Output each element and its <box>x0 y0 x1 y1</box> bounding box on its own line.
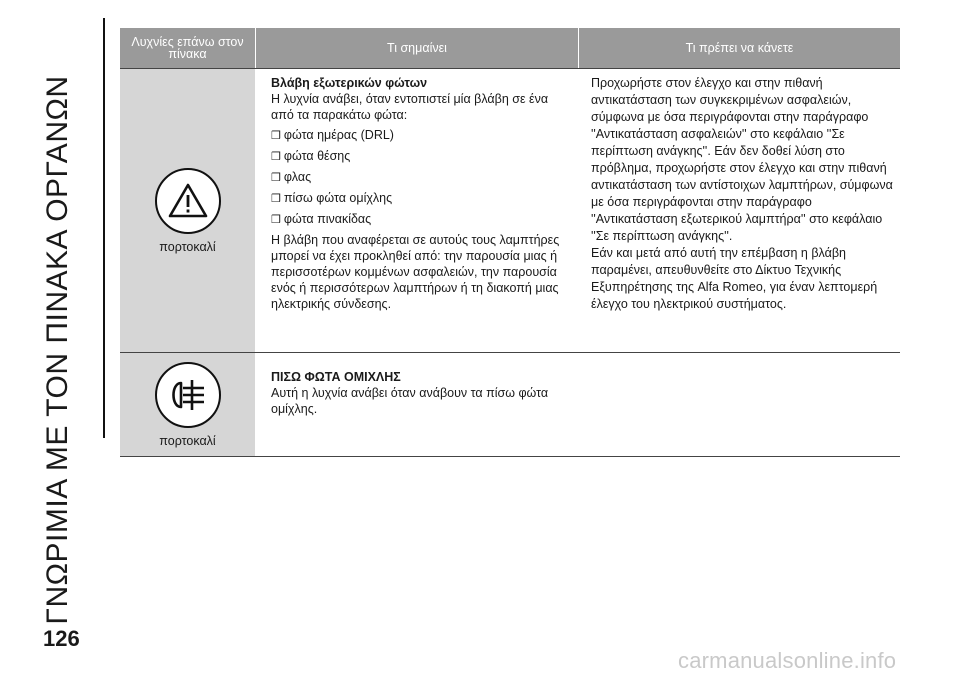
row-title: ΠΙΣΩ ΦΩΤΑ ΟΜΙΧΛΗΣ <box>271 370 401 384</box>
list-item: ❒ πίσω φώτα ομίχλης <box>271 190 565 207</box>
chapter-title-text: ΓΝΩΡΙΜΙΑ ΜΕ ΤΟΝ ΠΙΝΑΚΑ ΟΡΓΑΝΩΝ <box>41 75 74 625</box>
header-action: Τι πρέπει να κάνετε <box>685 41 794 55</box>
table-row <box>120 352 900 456</box>
row-outro: Η βλάβη που αναφέρεται σε αυτούς τους λαμπτήρες μπορεί να έχει προκληθεί από: την παρουσία μιας ή περισσοτέρων κομμένων ασφαλειών, την παρουσία ενός ή περισσότερων λαμπτήρων ή τη διακοπή μιας ηλεκτρικής σύνδεσης. <box>271 233 560 311</box>
page-number: 126 <box>43 626 80 651</box>
icon-cell <box>120 353 255 456</box>
meaning-cell <box>255 353 577 456</box>
watermark: carmanualsonline.info <box>678 648 897 673</box>
action-cell <box>577 353 900 456</box>
chapter-divider-line <box>103 18 105 438</box>
header-meaning: Τι σημαίνει <box>256 28 579 68</box>
action-cell <box>577 69 900 352</box>
table-row <box>120 68 900 352</box>
list-item: ❒ φλας <box>271 169 565 186</box>
action-text-2: Εάν και μετά από αυτή την επέμβαση η βλάβη παραμένει, απευθυνθείτε στο Δίκτυο Τεχνικής Εξυπηρέτησης της Alfa Romeo, για έναν λεπτομερή έλεγχο του ηλεκτρικού συστήματος. <box>591 246 878 311</box>
row-intro: Η λυχνία ανάβει, όταν εντοπιστεί μία βλάβη σε ένα από τα παρακάτω φώτα: <box>271 92 549 122</box>
action-text: Προχωρήστε στον έλεγχο και στην πιθανή αντικατάσταση των συγκεκριμένων ασφαλειών, σύμφωνα με όσα περιγράφονται στην παράγραφο ''Αντικατάσταση ασφαλειών'' στο κεφάλαιο ''Σε περίπτωση ανάγκης''. Εάν δεν δοθεί λύση στο πρόβλημα, προχωρήστε στον έλεγχο και στην πιθανή αντικατάσταση των αντίστοιχων λαμπτήρων, σύμφωνα με όσα περιγράφονται στην παράγραφο ''Αντικατάσταση εξωτερικού λαμπτήρα'' στο κεφάλαιο ''Σε περίπτωση ανάγκης''. <box>591 76 893 243</box>
row-title: Βλάβη εξωτερικών φώτων <box>271 76 428 90</box>
header-lights: Λυχνίες επάνω στον πίνακα <box>120 28 256 68</box>
color-label: πορτοκαλί <box>159 239 216 254</box>
meaning-cell <box>255 69 577 352</box>
icon-cell <box>120 69 255 352</box>
list-item: ❒ φώτα θέσης <box>271 148 565 165</box>
row-intro: Αυτή η λυχνία ανάβει όταν ανάβουν τα πίσω φώτα ομίχλης. <box>271 386 549 416</box>
warning-triangle-icon <box>155 168 221 234</box>
table-header <box>120 28 900 68</box>
color-label: πορτοκαλί <box>159 433 216 448</box>
warning-lights-table <box>120 28 900 457</box>
rear-fog-light-icon <box>155 362 221 428</box>
list-item: ❒ φώτα πινακίδας <box>271 211 565 228</box>
list-item: ❒ φώτα ημέρας (DRL) <box>271 127 565 144</box>
